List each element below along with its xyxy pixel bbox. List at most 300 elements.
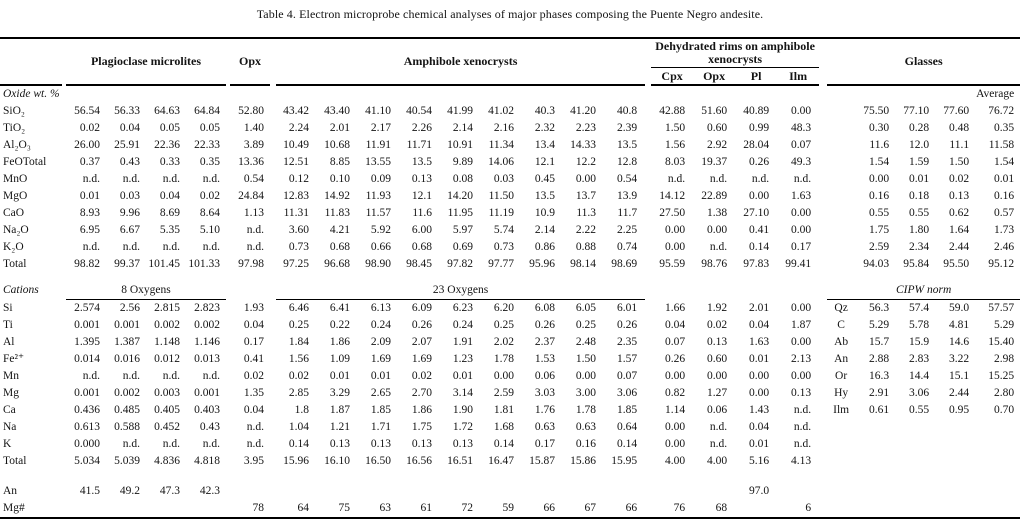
average-value: 11.58 xyxy=(988,139,1015,151)
rim-value: 48.3 xyxy=(791,122,812,134)
glass-value: 2.44 xyxy=(949,387,970,399)
plagioclase-value: n.d. xyxy=(162,438,180,450)
spacer xyxy=(819,334,827,351)
rim-value: 51.60 xyxy=(701,105,728,117)
amphibole-value: 11.31 xyxy=(283,207,310,219)
amphibole-value: 0.63 xyxy=(575,421,597,433)
amphibole-value: 66 xyxy=(625,502,638,514)
rim-value: 1.63 xyxy=(791,190,812,202)
amphibole-value: 1.81 xyxy=(493,404,515,416)
average-value: 2.80 xyxy=(994,387,1015,399)
rim-value: 2.01 xyxy=(748,301,770,314)
rim-value: n.d. xyxy=(751,173,770,185)
opx-value: 24.84 xyxy=(238,190,265,202)
oxide-section-row xyxy=(0,85,1020,103)
subcol-cpx: Cpx xyxy=(651,68,693,86)
row-label: FeOTotal xyxy=(3,156,47,168)
amphibole-value: 97.77 xyxy=(488,258,515,270)
amphibole-value: 0.26 xyxy=(534,319,556,331)
rim-value: 0.00 xyxy=(748,387,770,399)
amphibole-value: 43.40 xyxy=(324,105,351,117)
rim-value: 0.17 xyxy=(791,241,812,253)
plagioclase-value: 22.36 xyxy=(154,139,180,151)
plagioclase-value: n.d. xyxy=(122,438,140,450)
plagioclase-value: 8.93 xyxy=(79,207,100,219)
amphibole-value: 2.32 xyxy=(534,122,556,134)
plagioclase-value: 8.64 xyxy=(199,207,221,219)
amphibole-value: 0.00 xyxy=(575,173,597,185)
amphibole-value: 0.22 xyxy=(329,319,351,331)
amphibole-value: 2.17 xyxy=(370,122,392,134)
glass-value: 0.28 xyxy=(909,122,930,134)
cations-section-row xyxy=(0,282,1020,300)
average-value: 0.57 xyxy=(994,207,1015,219)
table-row xyxy=(0,402,1020,419)
table-caption: Table 4. Electron microprobe chemical analyses of major phases composing the Puente Negro andesite. xyxy=(256,7,764,21)
plagioclase-value: 2.823 xyxy=(194,302,221,314)
glass-value xyxy=(855,436,895,453)
amphibole-value: 12.51 xyxy=(283,156,310,168)
spacer xyxy=(819,282,827,300)
amphibole-value: 14.92 xyxy=(324,190,351,202)
amphibole-value: 2.26 xyxy=(411,122,433,134)
plagioclase-value: 0.35 xyxy=(199,156,221,168)
rim-value: 0.00 xyxy=(791,224,812,236)
plagioclase-value: 25.91 xyxy=(114,139,140,151)
spacer xyxy=(819,205,827,222)
glass-value: 1.50 xyxy=(949,156,970,168)
glass-value: 77.10 xyxy=(903,105,930,117)
plagioclase-value xyxy=(66,500,106,518)
amphibole-value: 0.01 xyxy=(452,370,474,382)
plagioclase-value: 0.012 xyxy=(154,353,180,365)
plagioclase-value: 0.001 xyxy=(194,387,221,399)
rim-value: n.d. xyxy=(709,173,728,185)
plagioclase-value: 0.436 xyxy=(74,404,100,416)
amphibole-value: 3.03 xyxy=(534,387,556,399)
glass-value xyxy=(935,419,975,436)
glass-value: 2.91 xyxy=(869,387,890,399)
amphibole-value: 10.9 xyxy=(534,207,556,219)
amphibole-value: 12.8 xyxy=(616,156,638,168)
plagioclase-value: 4.836 xyxy=(154,455,180,467)
amphibole-value: 43.42 xyxy=(283,105,310,117)
amphibole-value: 0.10 xyxy=(329,173,351,185)
row-label: Si xyxy=(3,301,13,314)
glass-value: 14.6 xyxy=(949,336,970,348)
plagioclase-value: 4.818 xyxy=(194,455,221,467)
amphibole-value: 14.06 xyxy=(488,156,515,168)
rim-value: n.d. xyxy=(793,404,812,416)
amphibole-value: 10.68 xyxy=(324,139,351,151)
spacer xyxy=(819,137,827,154)
amphibole-value: 11.34 xyxy=(488,139,515,151)
plagioclase-value: n.d. xyxy=(122,173,140,185)
opx-value: 0.54 xyxy=(243,173,265,185)
amphibole-value: 1.71 xyxy=(370,421,392,433)
amphibole-value: 0.13 xyxy=(452,438,474,450)
plagioclase-value: 0.485 xyxy=(114,404,140,416)
table-row xyxy=(0,222,1020,239)
opx-value: 1.35 xyxy=(243,387,265,399)
glass-value: 2.88 xyxy=(869,353,890,365)
amphibole-value: 0.24 xyxy=(370,319,392,331)
opx-value: 0.02 xyxy=(243,370,265,382)
glass-value xyxy=(895,436,935,453)
amphibole-value: 0.07 xyxy=(616,370,638,382)
amphibole-value: 0.12 xyxy=(288,173,310,185)
amphibole-value: 1.85 xyxy=(616,404,638,416)
opx-value: 1.40 xyxy=(243,122,265,134)
amphibole-value: 13.5 xyxy=(534,190,556,202)
amphibole-value: 13.7 xyxy=(575,190,597,202)
opx-value xyxy=(230,483,270,500)
spacer xyxy=(819,103,827,120)
amphibole-value: 0.24 xyxy=(452,319,474,331)
plagioclase-value: 64.63 xyxy=(154,105,180,117)
amphibole-value: 0.00 xyxy=(493,370,515,382)
amphibole-value: 0.25 xyxy=(288,319,310,331)
amphibole-value: 1.23 xyxy=(452,353,474,365)
spacer xyxy=(819,222,827,239)
plagioclase-value: 1.148 xyxy=(154,336,180,348)
glass-value: 0.95 xyxy=(949,404,970,416)
amphibole-value: 1.90 xyxy=(452,404,474,416)
rim-value: 0.01 xyxy=(748,438,770,450)
plagioclase-value: n.d. xyxy=(82,241,100,253)
norm-mineral-label: C xyxy=(837,319,845,331)
rim-value: 0.01 xyxy=(748,353,770,365)
plagioclase-value: 6.95 xyxy=(79,224,100,236)
glass-value: 95.50 xyxy=(943,258,970,270)
amphibole-value: 41.20 xyxy=(570,105,597,117)
amphibole-value: 0.03 xyxy=(493,173,515,185)
group-amphibole-xenocrysts: Amphibole xenocrysts xyxy=(276,38,645,85)
plagioclase-value: 56.54 xyxy=(74,105,100,117)
spacer xyxy=(819,402,827,419)
plagioclase-value xyxy=(146,500,186,518)
amphibole-value: 11.19 xyxy=(488,207,515,219)
rim-value: n.d. xyxy=(709,438,728,450)
section-gap xyxy=(0,273,1020,282)
glass-value: 94.03 xyxy=(863,258,890,270)
table-row xyxy=(0,300,1020,318)
amphibole-value: 2.65 xyxy=(370,387,392,399)
glass-value: 4.81 xyxy=(949,319,970,331)
rim-value: 0.07 xyxy=(791,139,812,151)
amphibole-value: 0.14 xyxy=(493,438,515,450)
opx-value: 0.41 xyxy=(243,353,265,365)
plagioclase-value: 22.33 xyxy=(194,139,221,151)
amphibole-value: 0.68 xyxy=(329,241,351,253)
plagioclase-value: 49.2 xyxy=(119,485,140,497)
amphibole-value: 40.3 xyxy=(534,105,556,117)
table-row xyxy=(0,419,1020,436)
amphibole-value: 0.26 xyxy=(411,319,433,331)
row-label: Na xyxy=(3,421,17,433)
row-label: Total xyxy=(3,258,27,270)
glass-value: 2.59 xyxy=(869,241,890,253)
spacer xyxy=(819,188,827,205)
amphibole-value: 11.50 xyxy=(488,190,515,202)
opx-value: 0.04 xyxy=(243,404,265,416)
glass-value xyxy=(855,483,895,500)
spacer xyxy=(819,368,827,385)
table-row xyxy=(0,436,1020,453)
plagioclase-value: 5.034 xyxy=(74,455,100,467)
amphibole-value: 1.75 xyxy=(411,421,433,433)
plagioclase-value: 0.01 xyxy=(79,190,100,202)
rim-value: 28.04 xyxy=(743,139,770,151)
opx-value: 0.17 xyxy=(243,336,265,348)
amphibole-value: 0.54 xyxy=(616,173,638,185)
glass-value: 1.64 xyxy=(949,224,970,236)
plagioclase-value: n.d. xyxy=(162,370,180,382)
plagioclase-value: 0.403 xyxy=(194,404,221,416)
plagioclase-value: n.d. xyxy=(82,173,100,185)
cipw-norm-label: CIPW norm xyxy=(827,282,1020,300)
glass-value xyxy=(935,500,975,518)
row-label: Al xyxy=(3,336,15,348)
opx-value: 97.98 xyxy=(238,258,265,270)
amphibole-value: 40.54 xyxy=(406,105,433,117)
rim-value: 0.00 xyxy=(706,370,728,382)
rim-value: 1.87 xyxy=(791,319,812,331)
rim-value: 0.00 xyxy=(664,224,686,236)
amphibole-value: 1.04 xyxy=(288,421,310,433)
amphibole-value: 0.88 xyxy=(575,241,597,253)
amphibole-value: 1.50 xyxy=(575,353,597,365)
amphibole-value: 11.3 xyxy=(576,207,597,219)
norm-mineral-label xyxy=(827,256,855,273)
rim-value: 2.92 xyxy=(706,139,728,151)
glass-value: 56.3 xyxy=(869,302,890,314)
table-row xyxy=(0,368,1020,385)
glass-value: 15.1 xyxy=(949,370,970,382)
plagioclase-value: 0.33 xyxy=(159,156,180,168)
spacer xyxy=(819,351,827,368)
glass-value: 95.84 xyxy=(903,258,930,270)
rim-value: 0.13 xyxy=(791,387,812,399)
average-column-label: Average xyxy=(976,88,1015,100)
amphibole-value: 98.69 xyxy=(611,258,638,270)
plagioclase-value: 0.002 xyxy=(114,387,140,399)
glass-value: 0.30 xyxy=(869,122,890,134)
amphibole-value: 16.47 xyxy=(488,455,515,467)
amphibole-value: 75 xyxy=(338,502,351,514)
amphibole-value: 59 xyxy=(502,502,515,514)
spacer xyxy=(819,419,827,436)
rim-value: 1.14 xyxy=(664,404,686,416)
amphibole-value: 1.69 xyxy=(411,353,433,365)
glass-value: 1.80 xyxy=(909,224,930,236)
amphibole-value: 96.68 xyxy=(324,258,351,270)
glass-value: 0.61 xyxy=(869,404,890,416)
rim-value: 76 xyxy=(673,502,686,514)
rim-value: 0.00 xyxy=(664,370,686,382)
amphibole-value: 16.51 xyxy=(447,455,474,467)
amphibole-value: 12.83 xyxy=(283,190,310,202)
amphibole-value: 15.87 xyxy=(529,455,556,467)
filler xyxy=(230,282,270,300)
rim-value: 97.0 xyxy=(748,485,770,497)
group-plagioclase-microlites: Plagioclase microlites xyxy=(66,38,226,85)
rim-value: n.d. xyxy=(709,241,728,253)
amphibole-value: 2.07 xyxy=(411,336,433,348)
glass-value: 0.48 xyxy=(949,122,970,134)
group-dehydrated-rims: Dehydrated rims on amphibole xenocrysts xyxy=(651,38,819,68)
table-row xyxy=(0,239,1020,256)
amphibole-value: 97.82 xyxy=(447,258,474,270)
norm-mineral-label xyxy=(827,436,855,453)
average-value: 5.29 xyxy=(994,319,1015,331)
amphibole-value: 0.14 xyxy=(288,438,310,450)
average-value: 15.40 xyxy=(988,336,1015,348)
group-opx: Opx xyxy=(230,38,270,85)
amphibole-value: 66 xyxy=(543,502,556,514)
amphibole-value: 6.13 xyxy=(370,302,392,314)
average-value: 15.25 xyxy=(988,370,1015,382)
average-value: 0.35 xyxy=(994,122,1015,134)
amphibole-value: 14.33 xyxy=(570,139,597,151)
norm-mineral-label: Ilm xyxy=(833,404,850,416)
amphibole-value: 0.08 xyxy=(452,173,474,185)
glass-value: 16.3 xyxy=(869,370,890,382)
spacer xyxy=(819,120,827,137)
opx-value: 13.36 xyxy=(238,156,265,168)
plagioclase-value: n.d. xyxy=(202,241,221,253)
glass-value xyxy=(935,453,975,470)
amphibole-value: 61 xyxy=(420,502,433,514)
plagioclase-value: 2.56 xyxy=(119,302,140,314)
plagioclase-value: n.d. xyxy=(162,173,180,185)
amphibole-value: 0.25 xyxy=(575,319,597,331)
rim-value: 0.82 xyxy=(664,387,686,399)
average-value xyxy=(975,453,1020,470)
glass-value: 11.6 xyxy=(869,139,890,151)
norm-mineral-label xyxy=(827,103,855,120)
glass-value: 0.55 xyxy=(909,404,930,416)
amphibole-value: 0.25 xyxy=(493,319,515,331)
norm-mineral-label xyxy=(827,188,855,205)
plagioclase-value: 9.96 xyxy=(119,207,140,219)
row-label: Mg# xyxy=(3,502,25,514)
opx-value: 78 xyxy=(252,502,265,514)
rim-value xyxy=(735,500,777,518)
rim-value: 95.59 xyxy=(659,258,686,270)
opx-value: n.d. xyxy=(246,224,265,236)
average-value: 57.57 xyxy=(988,302,1015,314)
amphibole-value: 15.86 xyxy=(570,455,597,467)
amphibole-value: 2.02 xyxy=(493,336,515,348)
rim-value: 0.04 xyxy=(748,319,770,331)
amphibole-value: 0.86 xyxy=(534,241,556,253)
rim-value: 0.00 xyxy=(791,336,812,348)
rim-value: 4.13 xyxy=(791,455,812,467)
amphibole-value: 13.5 xyxy=(411,156,433,168)
microprobe-analyses-table xyxy=(0,37,1020,519)
plagioclase-value: 0.02 xyxy=(79,122,100,134)
rim-value: 6 xyxy=(805,502,812,514)
average-value: 0.70 xyxy=(994,404,1015,416)
rim-value: 5.16 xyxy=(748,455,770,467)
rim-value: 0.26 xyxy=(664,353,686,365)
amphibole-value xyxy=(399,483,440,500)
rim-value: 0.00 xyxy=(748,370,770,382)
glass-value xyxy=(935,483,975,500)
plagioclase-value: 0.003 xyxy=(154,387,180,399)
row-label: Fe²⁺ xyxy=(3,353,25,365)
glass-value xyxy=(895,483,935,500)
amphibole-value xyxy=(440,483,481,500)
amphibole-value xyxy=(317,483,358,500)
amphibole-value: 0.26 xyxy=(616,319,638,331)
amphibole-value: 12.2 xyxy=(575,156,597,168)
amphibole-value: 64 xyxy=(297,502,310,514)
amphibole-value: 1.91 xyxy=(452,336,474,348)
amphibole-value: 14.20 xyxy=(447,190,474,202)
opx-value: 1.93 xyxy=(243,301,265,314)
norm-mineral-label xyxy=(827,239,855,256)
amphibole-value: 0.66 xyxy=(370,241,392,253)
glass-value: 3.22 xyxy=(949,353,970,365)
plagioclase-value: 0.04 xyxy=(159,190,180,202)
norm-mineral-label xyxy=(827,419,855,436)
amphibole-value: 11.83 xyxy=(324,207,351,219)
amphibole-value: 0.01 xyxy=(370,370,392,382)
row-label: Ti xyxy=(3,319,13,331)
amphibole-value: 0.13 xyxy=(370,438,392,450)
row-label: Total xyxy=(3,455,27,467)
plagioclase-value: 0.43 xyxy=(199,421,221,433)
spacer xyxy=(819,483,827,500)
plagioclase-value: 56.33 xyxy=(114,105,140,117)
plagioclase-value: 2.815 xyxy=(154,302,180,314)
row-label: Mg xyxy=(3,387,19,399)
amphibole-value: 98.90 xyxy=(365,258,392,270)
rim-value: 4.00 xyxy=(706,455,728,467)
spacer xyxy=(819,500,827,518)
plagioclase-value: 42.3 xyxy=(199,485,221,497)
amphibole-value: 1.76 xyxy=(534,404,556,416)
subcol-ilm: Ilm xyxy=(777,68,819,86)
amphibole-value: 67 xyxy=(584,502,597,514)
spacer xyxy=(819,317,827,334)
amphibole-value: 1.85 xyxy=(370,404,392,416)
norm-mineral-label: Ab xyxy=(834,336,849,348)
plagioclase-value: 98.82 xyxy=(74,258,100,270)
amphibole-value xyxy=(522,483,563,500)
average-value: 0.01 xyxy=(994,173,1015,185)
section-label-oxide: Oxide wt. % xyxy=(3,88,60,100)
average-value: 95.12 xyxy=(988,258,1015,270)
rim-value: 27.50 xyxy=(659,207,686,219)
amphibole-value: 0.73 xyxy=(288,241,310,253)
average-value: 2.46 xyxy=(994,241,1015,253)
amphibole-value: 0.69 xyxy=(452,241,474,253)
rim-value: 0.00 xyxy=(748,190,770,202)
amphibole-value: 15.96 xyxy=(283,455,310,467)
rim-value xyxy=(693,483,735,500)
norm-mineral-label xyxy=(827,120,855,137)
table-row xyxy=(0,500,1020,518)
amphibole-value: 1.84 xyxy=(288,336,310,348)
glass-value: 14.4 xyxy=(909,370,930,382)
amphibole-value: 16.10 xyxy=(324,455,351,467)
row-label: Ca xyxy=(3,404,16,416)
rim-value: n.d. xyxy=(709,421,728,433)
amphibole-value: 1.78 xyxy=(493,353,515,365)
